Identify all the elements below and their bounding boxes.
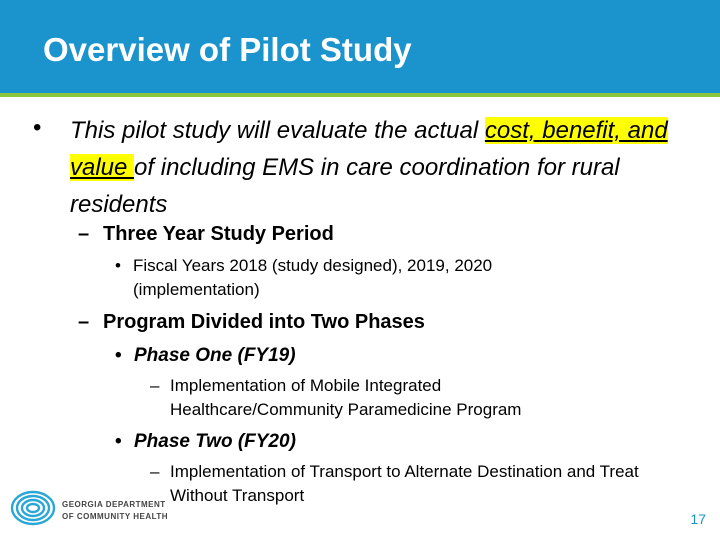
- phases-heading: Program Divided into Two Phases: [103, 311, 425, 333]
- study-period-heading: Three Year Study Period: [103, 223, 334, 245]
- bullet-marker: •: [115, 256, 121, 275]
- dash-marker: –: [150, 462, 160, 481]
- phase-one-label: Phase One (FY19): [134, 345, 296, 366]
- bullet-marker: •: [115, 431, 122, 452]
- dash-marker: –: [78, 311, 90, 333]
- logo-line-2: OF COMMUNITY HEALTH: [62, 512, 169, 521]
- highlighted-phrase: cost, benefit, and value: [70, 117, 668, 181]
- page-number: 17: [690, 511, 706, 527]
- main-bullet-text-start: This pilot study will evaluate the actual: [70, 117, 485, 144]
- main-bullet: [70, 112, 670, 223]
- phase-two-label: Phase Two (FY20): [134, 431, 296, 452]
- dash-marker: –: [78, 223, 90, 245]
- phase-one-detail: Implementation of Mobile Integrated Healthcare/Community Paramedicine Program: [170, 376, 522, 419]
- bullet-marker: •: [33, 114, 42, 141]
- phase-two-detail: Implementation of Transport to Alternate Destination and Treat Without Transport: [170, 462, 639, 505]
- bullet-marker: •: [115, 345, 122, 366]
- logo-wordmark: [62, 499, 168, 523]
- study-period-detail: Fiscal Years 2018 (study designed), 2019, 2020 (implementation): [133, 256, 493, 299]
- slide-title: Overview of Pilot Study: [43, 31, 412, 68]
- logo-line-1: GEORGIA DEPARTMENT: [62, 500, 166, 509]
- main-bullet-text-end: of including EMS in care coordination for rural residents: [70, 154, 620, 218]
- dash-marker: –: [150, 376, 160, 395]
